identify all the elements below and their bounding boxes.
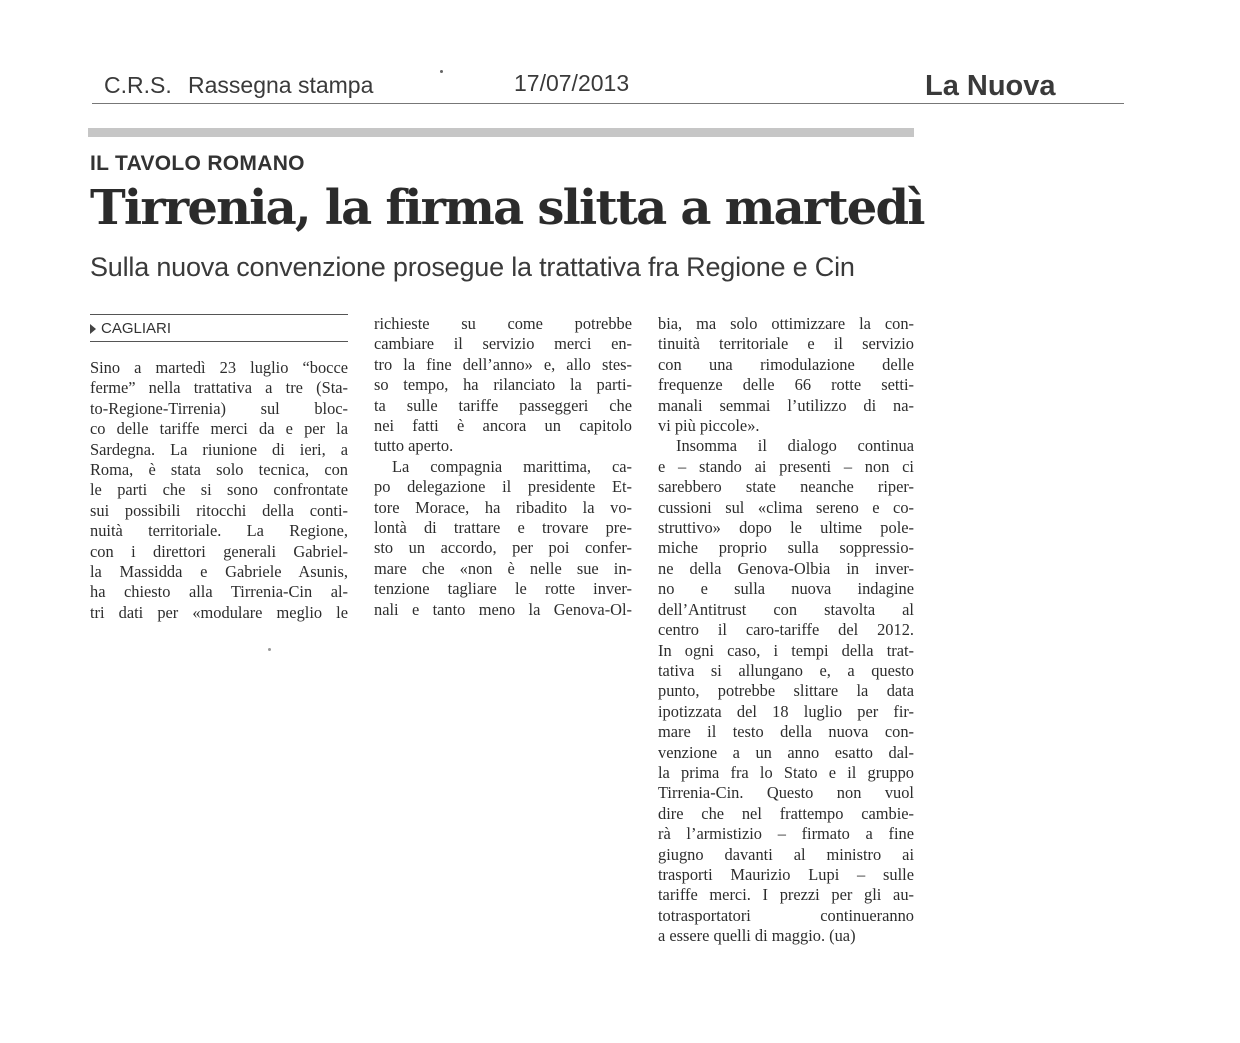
text-line: Insomma il dialogo continua (676, 436, 914, 456)
article-column-3 (658, 314, 914, 947)
article-dateline (90, 320, 171, 337)
text-line: le parti che si sono confrontate (90, 480, 348, 500)
text-line: cambiare il servizio merci en- (374, 334, 632, 354)
text-line: tutto aperto. (374, 436, 454, 456)
text-line: la Massidda e Gabriele Asunis, (90, 562, 348, 582)
text-line: punto, potrebbe slittare la data (658, 681, 914, 701)
text-line: struttivo» dopo le ultime pole- (658, 518, 914, 538)
text-line: no e sulla nuova indagine (658, 579, 914, 599)
text-line: tariffe merci. I prezzi per gli au- (658, 885, 914, 905)
text-line: so tempo, ha rilanciato la parti- (374, 375, 632, 395)
text-line: Roma, è stata solo tecnica, con (90, 460, 348, 480)
review-title: Rassegna stampa (188, 72, 374, 98)
scan-speck (268, 648, 271, 651)
text-line: richieste su come potrebbe (374, 314, 632, 333)
text-line: frequenze delle 66 rotte setti- (658, 375, 914, 395)
text-line: tore Morace, ha ribadito la vo- (374, 497, 632, 517)
text-line: ipotizzata del 18 luglio per fir- (658, 701, 914, 721)
text-line: mare il testo della nuova con- (658, 722, 914, 742)
text-line: nei fatti è ancora un capitolo (374, 416, 632, 436)
text-line: nali e tanto meno la Genova-Ol- (374, 599, 632, 619)
article-kicker: IL TAVOLO ROMANO (90, 152, 305, 175)
newspaper-name: La Nuova (925, 70, 1056, 102)
text-line: tinuità territoriale e il servizio (658, 334, 914, 354)
triangle-icon (90, 324, 96, 334)
text-line: tri dati per «modulare meglio le (90, 602, 348, 622)
text-line: In ogni caso, i tempi della trat- (658, 640, 914, 660)
text-line: sto un accordo, per poi confer- (374, 538, 632, 558)
text-line: sarebbero state neanche riper- (658, 477, 914, 497)
text-line: co delle tariffe merci da e per la (90, 419, 348, 439)
dateline-top-rule (90, 314, 348, 315)
text-line: e – stando ai presenti – non ci (658, 456, 914, 476)
source-label: C.R.S. (104, 72, 172, 98)
text-line: a essere quelli di maggio. (ua) (658, 926, 856, 946)
article-subhead: Sulla nuova convenzione prosegue la trattativa fra Regione e Cin (90, 252, 855, 282)
text-line: la prima fra lo Stato e il gruppo (658, 762, 914, 782)
text-line: giugno davanti al ministro ai (658, 844, 914, 864)
text-line: to-Regione-Tirrenia) sul bloc- (90, 398, 348, 418)
text-line: sui possibili ritocchi della conti- (90, 500, 348, 520)
text-line: vi più piccole». (658, 416, 760, 436)
text-line: manali semmai l’utilizzo di na- (658, 395, 914, 415)
text-line: bia, ma solo ottimizzare la con- (658, 314, 914, 333)
text-line: centro il caro-tariffe del 2012. (658, 620, 914, 640)
text-line: po delegazione il presidente Et- (374, 477, 632, 497)
scan-speck (440, 70, 443, 73)
text-line: tativa si allungano e, a questo (658, 660, 914, 680)
text-line: lontà di trattare e trovare pre- (374, 518, 632, 538)
text-line: ta sulle tariffe passeggeri che (374, 395, 632, 415)
dateline-city: CAGLIARI (101, 320, 172, 337)
text-line: mare che «non è nelle sue in- (374, 558, 632, 578)
text-line: Sardegna. La riunione di ieri, a (90, 439, 348, 459)
text-line: venzione a un anno esatto dal- (658, 742, 914, 762)
text-line: trasporti Maurizio Lupi – sulle (658, 864, 914, 884)
header-rule (92, 103, 1124, 104)
text-line: ne della Genova-Olbia in inver- (658, 558, 914, 578)
text-line: dell’Antitrust con stavolta al (658, 599, 914, 619)
text-line: miche proprio sulla soppressio- (658, 538, 914, 558)
review-date: 17/07/2013 (514, 70, 630, 96)
article-column-2 (374, 314, 632, 620)
dateline-bottom-rule (90, 341, 348, 342)
text-line: ferme” nella trattativa a tre (Sta- (90, 378, 348, 398)
article-column-1 (90, 358, 348, 623)
text-line: Tirrenia-Cin. Questo non vuol (658, 783, 914, 803)
text-line: tro la fine dell’anno» e, allo stes- (374, 354, 632, 374)
text-line: cussioni sul «clima sereno e co- (658, 497, 914, 517)
text-line: nuità territoriale. La Regione, (90, 521, 348, 541)
text-line: ha chiesto alla Tirrenia-Cin al- (90, 582, 348, 602)
text-line: totrasportatori continueranno (658, 905, 914, 925)
text-line: con una rimodulazione delle (658, 354, 914, 374)
article-headline: Tirrenia, la firma slitta a martedì (90, 180, 924, 236)
text-line: rà l’armistizio – firmato a fine (658, 824, 914, 844)
text-line: Sino a martedì 23 luglio “bocce (90, 358, 348, 377)
text-line: tenzione tagliare le rotte inver- (374, 579, 632, 599)
text-line: La compagnia marittima, ca- (392, 456, 632, 476)
press-review-header (0, 0, 1240, 110)
text-line: con i direttori generali Gabriel- (90, 541, 348, 561)
section-bar (88, 128, 914, 137)
text-line: dire che nel frattempo cambie- (658, 803, 914, 823)
